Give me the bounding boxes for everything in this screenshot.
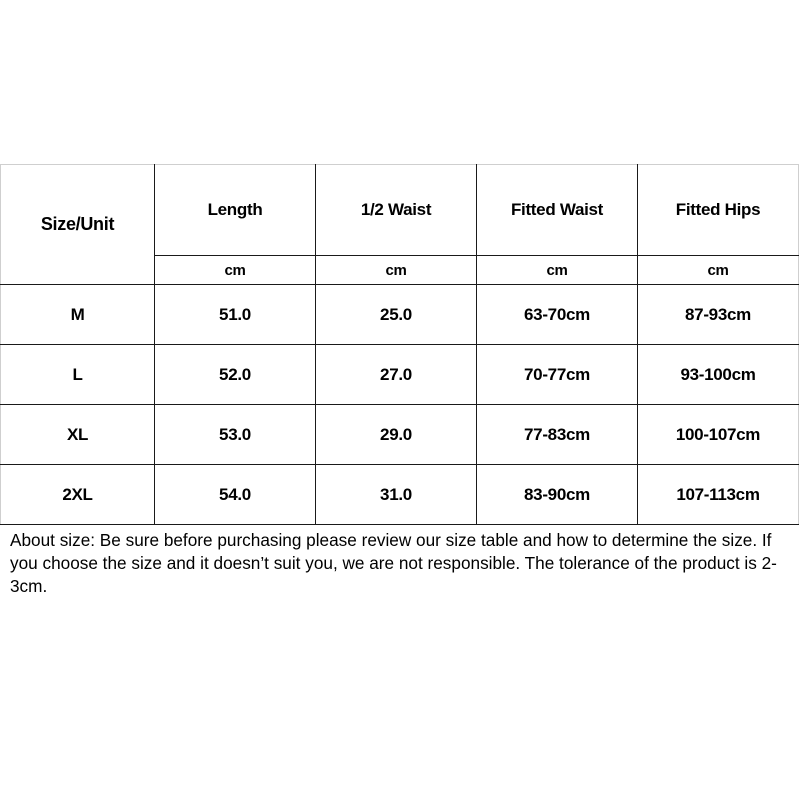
fitted-waist-cell: 63-70cm — [477, 285, 638, 345]
size-label: M — [1, 285, 155, 345]
header-row — [1, 165, 799, 256]
column-header-length: Length — [155, 165, 316, 256]
column-header-fitted-waist: Fitted Waist — [477, 165, 638, 256]
column-header-half-waist: 1/2 Waist — [316, 165, 477, 256]
fitted-waist-cell: 70-77cm — [477, 345, 638, 405]
size-note: About size: Be sure before purchasing please review our size table and how to determine the size. If you choose the size and it doesn’t suit you, we are not responsible. The tolerance of the product is 2-3cm. — [10, 530, 777, 596]
fitted-waist-cell: 83-90cm — [477, 465, 638, 525]
size-label: XL — [1, 405, 155, 465]
column-header-fitted-hips: Fitted Hips — [638, 165, 799, 256]
length-cell: 52.0 — [155, 345, 316, 405]
unit-cell-half-waist: cm — [316, 256, 477, 285]
half-waist-cell: 27.0 — [316, 345, 477, 405]
table-row — [1, 285, 799, 345]
fitted-hips-cell: 107-113cm — [638, 465, 799, 525]
size-chart-table — [0, 164, 799, 525]
size-label: L — [1, 345, 155, 405]
fitted-waist-cell: 77-83cm — [477, 405, 638, 465]
unit-cell-fitted-hips: cm — [638, 256, 799, 285]
table-row — [1, 405, 799, 465]
length-cell: 53.0 — [155, 405, 316, 465]
fitted-hips-cell: 100-107cm — [638, 405, 799, 465]
size-label: 2XL — [1, 465, 155, 525]
length-cell: 51.0 — [155, 285, 316, 345]
table-row — [1, 345, 799, 405]
half-waist-cell: 25.0 — [316, 285, 477, 345]
fitted-hips-cell: 93-100cm — [638, 345, 799, 405]
unit-cell-length: cm — [155, 256, 316, 285]
length-cell: 54.0 — [155, 465, 316, 525]
fitted-hips-cell: 87-93cm — [638, 285, 799, 345]
half-waist-cell: 31.0 — [316, 465, 477, 525]
size-unit-header: Size/Unit — [1, 165, 155, 285]
half-waist-cell: 29.0 — [316, 405, 477, 465]
table-row — [1, 465, 799, 525]
unit-cell-fitted-waist: cm — [477, 256, 638, 285]
